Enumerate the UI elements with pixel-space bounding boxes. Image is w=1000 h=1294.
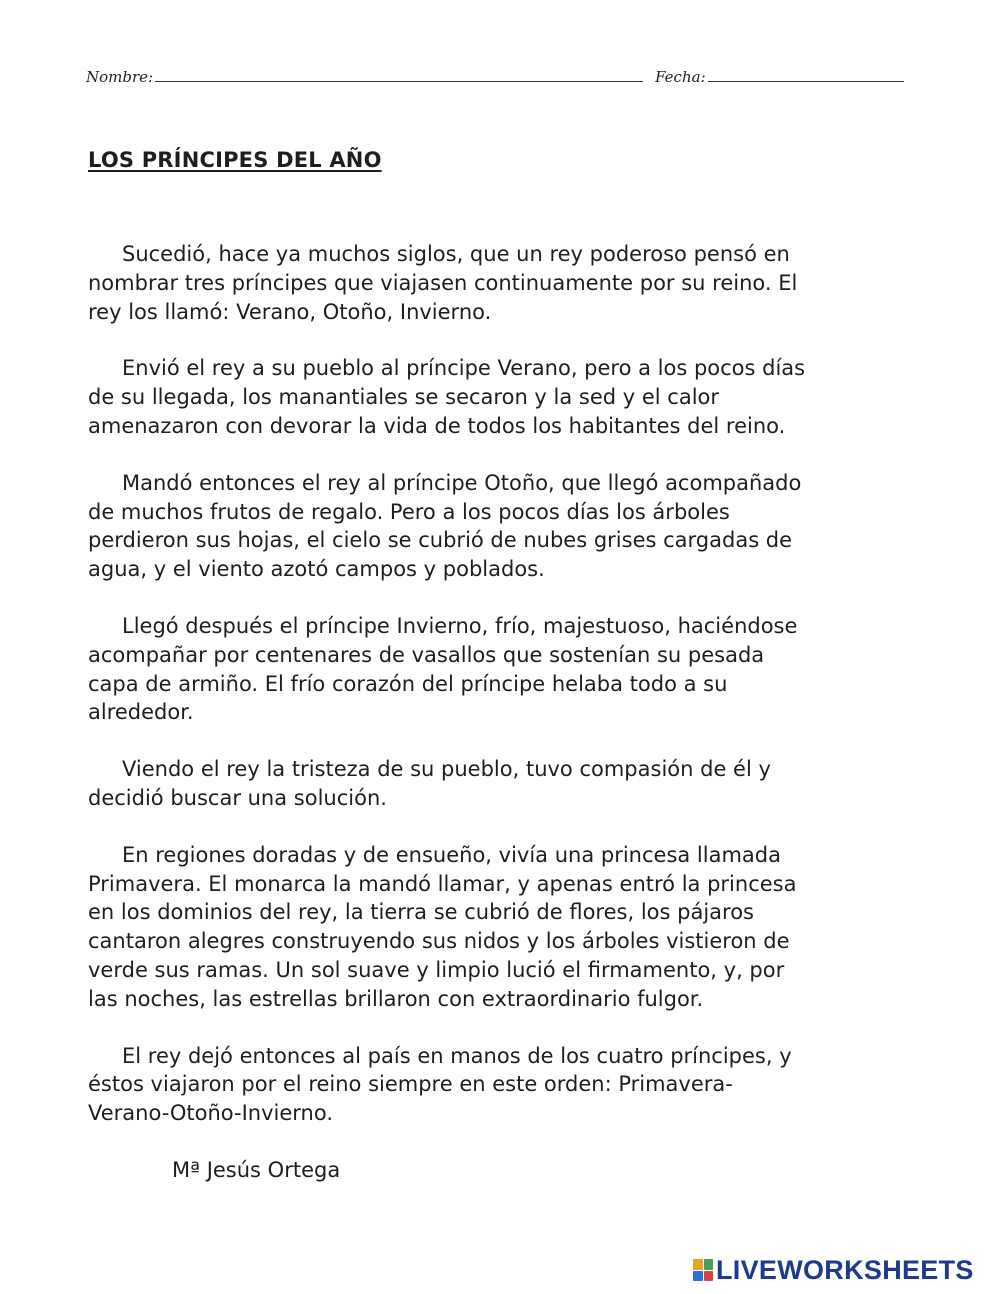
story-body	[88, 240, 908, 1184]
paragraph-4: Llegó después el príncipe Invierno, frío, majestuoso, haciéndose acompañar por centenares de vasallos que sostenían su pesada capa de armiño. El frío corazón del príncipe helaba todo a su alrededor.	[88, 613, 798, 725]
worksheet-header	[86, 62, 904, 86]
paragraph-5: Viendo el rey la tristeza de su pueblo, tuvo compasión de él y decidió buscar una solución.	[88, 757, 771, 810]
paragraph-7: El rey dejó entonces al país en manos de los cuatro príncipes, y éstos viajaron por el reino siempre en este orden: Primavera- Verano-Otoño-Invierno.	[88, 1043, 792, 1126]
name-label: Nombre:	[86, 68, 154, 86]
story-title: LOS PRÍNCIPES DEL AÑO	[88, 148, 382, 172]
paragraph-6: En regiones doradas y de ensueño, vivía una princesa llamada Primavera. El monarca la mandó llamar, y apenas entró la princesa en los dominios del rey, la tierra se cubrió de flores, los pájaros cantaron alegres construyendo sus nidos y los árboles vistieron de verde sus ramas. Un sol suave y limpio lució el firmamento, y, por las noches, las estrellas brillaron con extraordinario fulgor.	[88, 842, 797, 1011]
paragraph-2: Envió el rey a su pueblo al príncipe Verano, pero a los pocos días de su llegada, los manantiales se secaron y la sed y el calor amenazaron con devorar la vida de todos los habitantes del reino.	[88, 356, 806, 438]
date-label: Fecha:	[655, 68, 706, 86]
paragraph-3: Mandó entonces el rey al príncipe Otoño, que llegó acompañado de muchos frutos de regalo. Pero a los pocos días los árboles perdieron sus hojas, el cielo se cubrió de nubes grises cargadas de agua, y el viento azotó campos y poblados.	[88, 470, 802, 582]
date-field[interactable]	[708, 81, 904, 82]
liveworksheets-brand	[693, 1256, 974, 1284]
paragraph-1: Sucedió, hace ya muchos siglos, que un rey poderoso pensó en nombrar tres príncipes que viajasen continuamente por su reino. El rey los llamó: Verano, Otoño, Invierno.	[88, 242, 798, 324]
brand-wordmark: LIVEWORKSHEETS	[716, 1254, 974, 1285]
liveworksheets-logo-icon	[693, 1259, 713, 1281]
name-field[interactable]	[155, 81, 643, 82]
author-signature: Mª Jesús Ortega	[172, 1157, 341, 1182]
